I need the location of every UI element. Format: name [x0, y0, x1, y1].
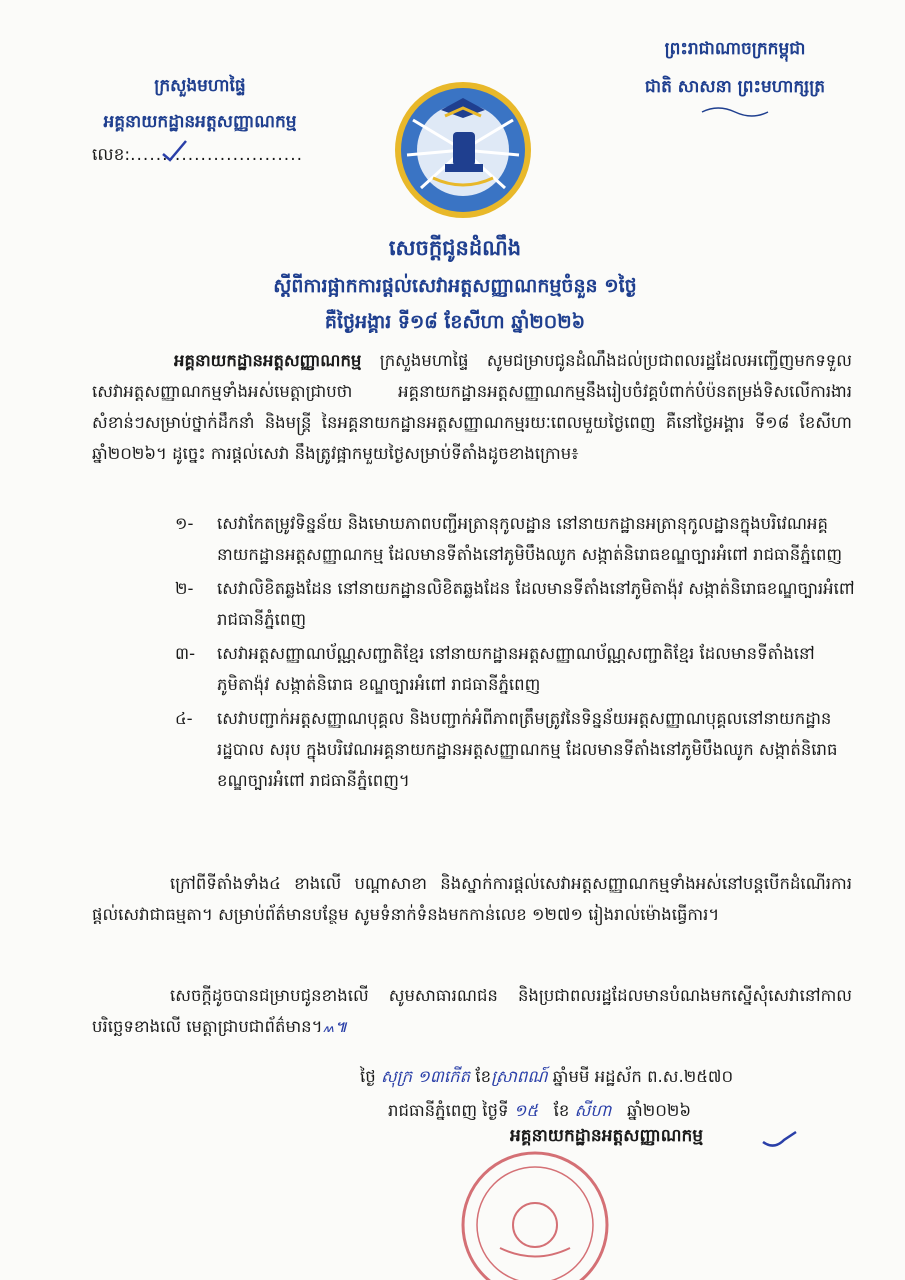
lunar-day-value: សុក្រ ១៣កើត: [380, 1067, 471, 1086]
paragraph-closing: [92, 980, 852, 1042]
department-emblem-icon: [393, 80, 533, 220]
ministry-name: ក្រសួងមហាផ្ទៃ: [154, 76, 246, 96]
notice-title: [150, 228, 760, 340]
lunar-month-label: ខែ: [475, 1067, 492, 1086]
date-block: [360, 1060, 860, 1128]
paragraph-other-branches: ក្រៅពីទីតាំងទាំង៤ ខាងលើ បណ្ដាសាខា និងស្នាក់ការផ្ដល់សេវាអត្តសញ្ញាណកម្មទាំងអស់នៅបន្តបើកដំណើរការផ្ដល់សេវាជាធម្មតា។ សម្រាប់ព័ត៌មានបន្ថែម សូមទំនាក់ទំនងមកកាន់លេខ ១២៧១ រៀងរាល់ម៉ោងធ្វើការ។: [92, 874, 852, 924]
item-number: ២-: [175, 579, 194, 598]
intro-lead: អគ្គនាយកដ្ឋានអត្តសញ្ញាណកម្ម: [174, 351, 362, 370]
item-number: ៤-: [175, 709, 193, 728]
lunar-year: ឆ្នាំមមី អដ្ឋស័ក ព.ស.២៥៧០: [552, 1067, 734, 1086]
list-item: [175, 638, 865, 700]
number-label: លេខ:: [92, 145, 131, 165]
item-number: ១-: [175, 514, 194, 533]
check-mark-icon: [160, 138, 190, 164]
title-line-3: គឺថ្ងៃអង្គារ ទី១៨ ខែសីហា ឆ្នាំ២០២៦: [324, 311, 586, 333]
title-line-1: សេចក្ដីជូនដំណឹង: [388, 236, 522, 260]
solar-month-value: សីហា: [574, 1101, 612, 1120]
intro-text: ក្រសួងមហាផ្ទៃ សូមជម្រាបជូនដំណឹងដល់ប្រជាពលរដ្ឋដែលអញ្ជើញមកទទួលសេវាអត្តសញ្ញាណកម្មទាំងអស់មេត្តាជ្រាបថា អគ្គនាយកដ្ឋានអត្តសញ្ញាណកម្មនឹងរៀបចំវគ្គបំពាក់បំប៉នតម្រង់ទិសលើការងារសំខាន់ៗសម្រាប់ថ្នាក់ដឹកនាំ និងមន្ត្រី នៃអគ្គនាយកដ្ឋានអត្តសញ្ញាណកម្មរយៈពេលមួយថ្ងៃពេញ គឺនៅថ្ងៃអង្គារ ទី១៨ ខែសីហា ឆ្នាំ២០២៦។ ដូច្នេះ ការផ្ដល់សេវា នឹងត្រូវផ្អាកមួយថ្ងៃសម្រាប់ទីតាំងដូចខាងក្រោម៖: [92, 351, 852, 463]
solar-place: រាជធានីភ្នំពេញ ថ្ងៃទី: [388, 1101, 509, 1120]
solar-date: [360, 1094, 860, 1128]
ornament-icon: [700, 106, 770, 118]
header-right: [605, 30, 865, 118]
location-list: [175, 508, 865, 799]
list-item: [175, 703, 865, 796]
item-text: សេវាអត្តសញ្ញាណប័ណ្ណសញ្ជាតិខ្មែរ នៅនាយកដ្ឋានអត្តសញ្ញាណប័ណ្ណសញ្ជាតិខ្មែរ ដែលមានទីតាំងនៅភូមិតាង៉ុវ សង្កាត់និរោធ ខណ្ឌច្បារអំពៅ រាជធានីភ្នំពេញ: [217, 644, 815, 694]
solar-day-value: ១៥: [513, 1101, 538, 1120]
list-item: [175, 508, 865, 570]
item-text: សេវាលិខិតឆ្លងដែន នៅនាយកដ្ឋានលិខិតឆ្លងដែន ដែលមានទីតាំងនៅភូមិតាង៉ុវ សង្កាត់និរោធខណ្ឌច្បារអំពៅ រាជធានីភ្នំពេញ: [217, 579, 855, 629]
signatory-title: អគ្គនាយកដ្ឋានអត្តសញ្ញាណកម្ម: [510, 1126, 704, 1146]
item-text: សេវាកែតម្រូវទិន្នន័យ និងមោឃភាពបញ្ជីអត្រានុកូលដ្ឋាន នៅនាយកដ្ឋានអត្រានុកូលដ្ឋានក្នុងបរិវេណអគ្គនាយកដ្ឋានអត្តសញ្ញាណកម្ម ដែលមានទីតាំងនៅភូមិបឹងឈូក សង្កាត់និរោធខណ្ឌច្បារអំពៅ រាជធានីភ្នំពេញ: [217, 514, 843, 564]
item-number: ៣-: [175, 644, 196, 663]
national-motto: ជាតិ សាសនា ព្រះមហាក្សត្រ: [644, 77, 826, 97]
item-text: សេវាបញ្ជាក់អត្តសញ្ញាណបុគ្គល និងបញ្ជាក់អំពីភាពត្រឹមត្រូវនៃទិន្នន័យអត្តសញ្ញាណបុគ្គលនៅនាយកដ្ឋានរដ្ឋបាល សរុប ក្នុងបរិវេណអគ្គនាយកដ្ឋានអត្តសញ្ញាណកម្ម ដែលមានទីតាំងនៅភូមិបឹងឈូក សង្កាត់និរោធ ខណ្ឌច្បារអំពៅ រាជធានីភ្នំពេញ។: [217, 709, 838, 790]
title-line-2: ស្ដីពីការផ្អាកការផ្ដល់សេវាអត្តសញ្ញាណកម្មចំនួន ១ថ្ងៃ: [273, 275, 637, 297]
kingdom-name: ព្រះរាជាណាចក្រកម្ពុជា: [664, 39, 806, 59]
lunar-month-value: ស្រាពណ៍: [491, 1067, 548, 1086]
handwritten-mark: ៳៕: [322, 1017, 347, 1036]
list-item: [175, 573, 865, 635]
solar-year: ឆ្នាំ២០២៦: [627, 1101, 692, 1120]
department-name: អគ្គនាយកដ្ឋានអត្តសញ្ញាណកម្ម: [103, 112, 297, 132]
number-dots: ...........................: [130, 145, 304, 165]
lunar-date: [360, 1060, 860, 1094]
paragraph-intro: [92, 345, 852, 469]
closing-text: សេចក្ដីដូចបានជម្រាបជូនខាងលើ សូមសាធារណជន និងប្រជាពលរដ្ឋដែលមានបំណងមកស្នើសុំសេវានៅកាលបរិច្ឆេទខាងលើ មេត្តាជ្រាបជាព័ត៌មាន។: [92, 986, 852, 1036]
header-left: [80, 68, 320, 140]
solar-month-label: ខែ: [553, 1101, 570, 1120]
official-stamp-icon: [440, 1130, 630, 1280]
signature-mark-icon: [760, 1128, 800, 1150]
lunar-day-label: ថ្ងៃ: [360, 1067, 376, 1086]
document-number: [92, 144, 303, 169]
